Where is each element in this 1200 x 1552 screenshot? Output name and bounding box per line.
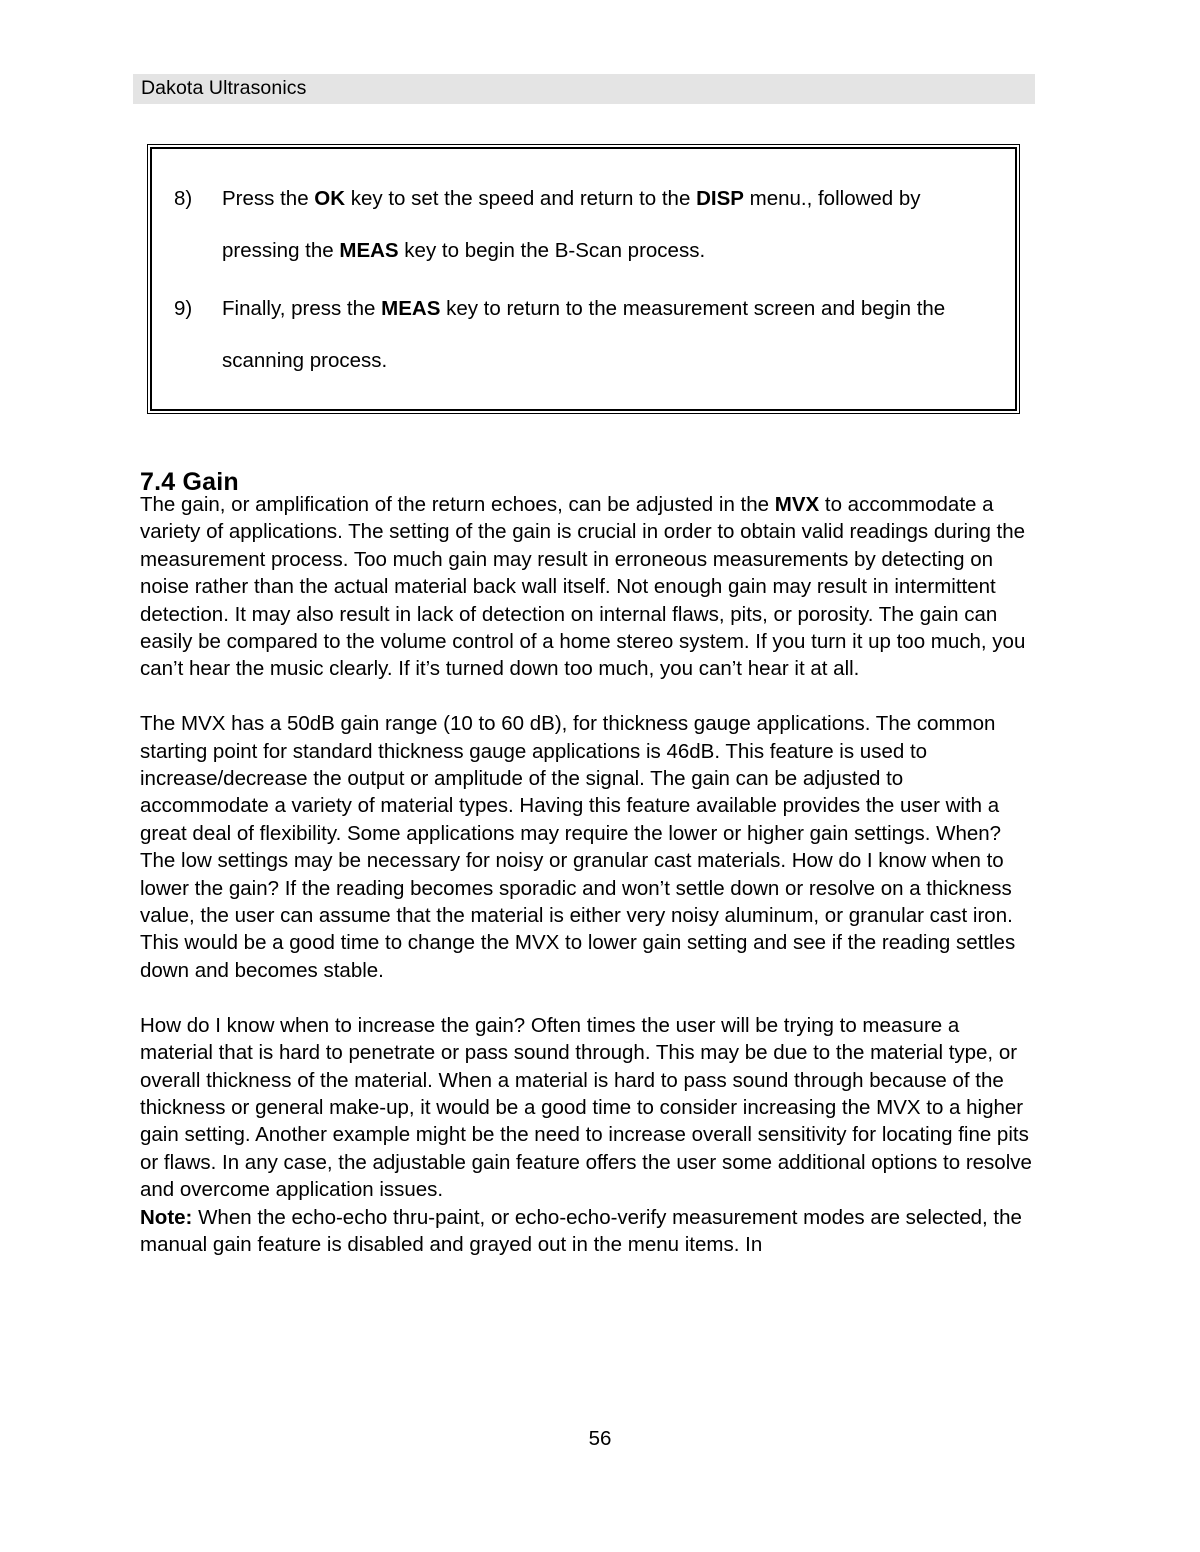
running-header-title: Dakota Ultrasonics	[141, 77, 307, 100]
paragraph-gain-range: The MVX has a 50dB gain range (10 to 60 dB), for thickness gauge applications. The common starting point for standard thickness gauge applications is 46dB. This feature is used to increase/decrease the output or amplitude of the signal. The gain can be adjusted to accommodate a variety of material types. Having this feature available provides the user with a great deal of flexibility. Some applications may require the lower or higher gain settings. When? The low settings may be necessary for noisy or granular cast materials. How do I know when to lower the gain? If the reading becomes sporadic and won’t settle down or resolve on a thickness value, the user can assume that the material is either very noisy aluminum, or granular cast iron. This would be a good time to change the MVX to lower gain setting and see if the reading settles down and becomes stable.	[140, 712, 1016, 982]
step-text: Press the OK key to set the speed and return to the DISP menu., followed by pressing the MEAS key to begin the B-Scan process.	[222, 187, 921, 262]
list-item	[170, 173, 989, 277]
paragraph-note: Note: When the echo-echo thru-paint, or echo-echo-verify measurement modes are selected, the manual gain feature is disabled and grayed out in the menu items. In	[140, 1205, 1022, 1256]
paragraph-spacer	[140, 683, 1036, 710]
step-marker: 9)	[174, 297, 193, 320]
section-body	[140, 491, 1036, 1258]
section-heading-gain: 7.4 Gain	[140, 467, 239, 496]
step-marker: 8)	[174, 187, 193, 210]
instruction-callout-box	[147, 144, 1020, 414]
paragraph-increase-gain: How do I know when to increase the gain? Often times the user will be trying to measure a material that is hard to penetrate or pass sound through. This may be due to the material type, or overall thickness of the material. When a material is hard to pass sound through because of the thickness or general make-up, it would be a good time to consider increasing the MVX to a higher gain setting. Another example might be the need to increase overall sensitivity for locating fine pits or flaws. In any case, the adjustable gain feature offers the user some additional options to resolve and overcome application issues.	[140, 1013, 1032, 1202]
paragraph-gain-overview: The gain, or amplification of the return echoes, can be adjusted in the MVX to accommodate a variety of applications. The setting of the gain is crucial in order to obtain valid readings during the measurement process. Too much gain may result in erroneous measurements by detecting on noise rather than the actual material back wall itself. Not enough gain may result in intermittent detection. It may also result in lack of detection on internal flaws, pits, or porosity. The gain can easily be compared to the volume control of a home stereo system. If you turn it up too much, you can’t hear the music clearly. If it’s turned down too much, you can’t hear it at all.	[140, 493, 1026, 681]
list-item	[170, 283, 989, 387]
running-header	[133, 74, 1035, 104]
paragraph-spacer	[140, 984, 1036, 1011]
instruction-callout-inner	[150, 147, 1017, 411]
step-text: Finally, press the MEAS key to return to the measurement screen and begin the scanning process.	[222, 297, 946, 372]
instruction-step-list	[170, 173, 989, 387]
page-number: 56	[588, 1427, 612, 1450]
